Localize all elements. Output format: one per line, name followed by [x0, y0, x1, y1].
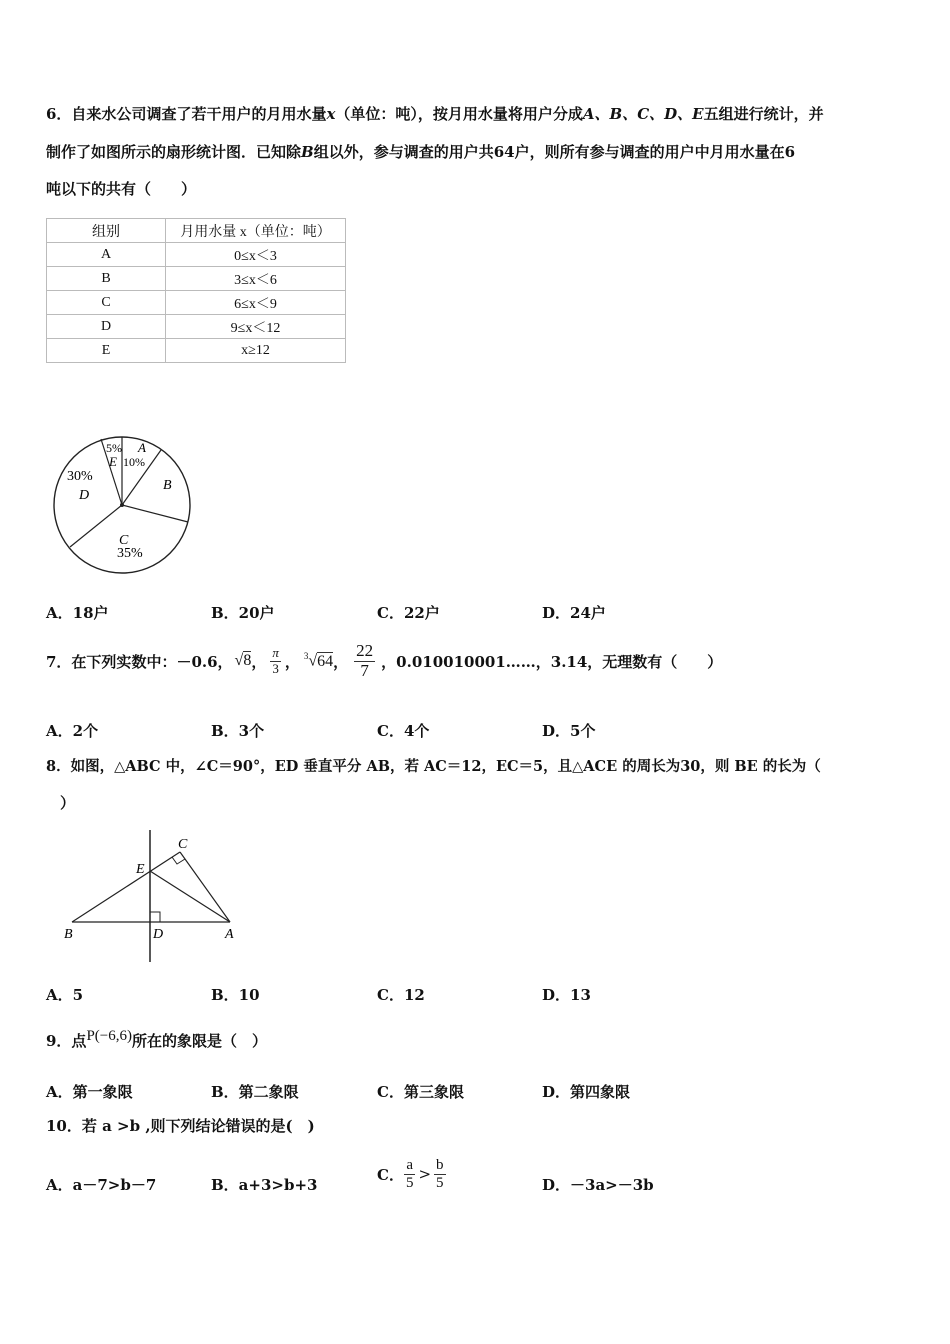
table-cell: x≥12	[166, 339, 346, 363]
q6-option-d[interactable]: D．24户	[542, 604, 606, 622]
q7-option-b[interactable]: B．3个	[211, 722, 265, 740]
frac-den: 7	[360, 660, 369, 680]
q10-option-c[interactable]	[377, 1150, 446, 1198]
q8-option-d[interactable]: D．13	[542, 986, 591, 1004]
pie-divider	[70, 505, 122, 547]
q6-text: 6．自来水公司调查了若干用户的月用水量	[46, 105, 327, 123]
side-bc	[72, 852, 180, 922]
q7-suffix: ，0.010010001……，3.14，无理数有（ ）	[381, 652, 723, 671]
q7-stem	[46, 638, 722, 684]
q10-option-d[interactable]: D．－3a>－3b	[542, 1176, 654, 1194]
pie-label-d-pct: 30%	[67, 469, 93, 484]
q8-line-2: ）	[60, 794, 76, 812]
table-header: 组别	[47, 219, 166, 243]
side-ca	[180, 852, 230, 922]
table-row	[47, 243, 346, 267]
q6-groups: A、B、C、D、E	[582, 105, 704, 123]
q9-option-c[interactable]: C．第三象限	[377, 1083, 464, 1101]
frac-den: 5	[436, 1174, 444, 1191]
table-cell: C	[47, 291, 166, 315]
fraction-pi-over-3	[270, 646, 281, 676]
frac-num: b	[436, 1157, 444, 1173]
q8-option-b[interactable]: B．10	[211, 986, 260, 1004]
table-cell: E	[47, 339, 166, 363]
table-row	[47, 339, 346, 363]
table-row	[47, 315, 346, 339]
q7-option-c[interactable]: C．4个	[377, 722, 430, 740]
pie-label-a: A	[138, 440, 146, 455]
fraction-b-over-5	[434, 1157, 446, 1191]
q10-option-b[interactable]: B．a+3>b+3	[211, 1176, 318, 1194]
table-row	[47, 291, 346, 315]
table-cell: 0≤x＜3	[166, 243, 346, 267]
q6-text: （单位：吨），按月用水量将用户分成	[335, 105, 583, 123]
table-cell: 9≤x＜12	[166, 315, 346, 339]
q7-option-d[interactable]: D．5个	[542, 722, 596, 740]
q8-option-a[interactable]: A．5	[46, 986, 84, 1004]
q7-sep: ，	[333, 652, 349, 671]
q9-option-a[interactable]: A．第一象限	[46, 1083, 133, 1101]
q6-option-b[interactable]: B．20户	[211, 604, 275, 622]
q9-suffix: 所在的象限是（ ）	[131, 1032, 267, 1050]
table-cell: 3≤x＜6	[166, 267, 346, 291]
q6-var-x: x	[326, 105, 336, 123]
q10-stem: 10．若 a >b ,则下列结论错误的是( )	[46, 1117, 315, 1135]
q6-option-c[interactable]: C．22户	[377, 604, 440, 622]
table-cell: D	[47, 315, 166, 339]
label-b: B	[64, 927, 73, 942]
right-angle-d	[150, 912, 160, 922]
table-cell: A	[47, 243, 166, 267]
pie-label-b: B	[163, 478, 172, 493]
cbrt-index: 3	[303, 651, 309, 662]
label-e: E	[136, 862, 145, 877]
q6-option-a[interactable]: A．18户	[46, 604, 109, 622]
q10-option-c-label: C．	[377, 1165, 404, 1184]
frac-den: 5	[405, 1174, 414, 1191]
label-d: D	[153, 927, 164, 942]
q7-prefix: 7．在下列实数中：－0.6，	[46, 652, 233, 671]
table-header: 月用水量 x（单位：吨）	[166, 219, 346, 243]
q6-line-3: 吨以下的共有（ ）	[46, 180, 197, 198]
frac-num: π	[272, 645, 279, 661]
q6-var-b: B	[301, 143, 314, 161]
pie-center	[120, 503, 124, 507]
q10-option-a[interactable]: A．a－7>b－7	[46, 1176, 157, 1194]
segment-ea	[150, 871, 230, 922]
q8-line-1: 8．如图，△ABC 中，∠C＝90°，ED 垂直平分 AB，若 AC＝12，EC＝5，且△ACE 的周长为30，则 BE 的长为（	[46, 758, 821, 775]
sqrt-radicand: 8	[243, 652, 252, 669]
pie-chart	[43, 426, 203, 586]
q7-sep: ，	[284, 652, 300, 671]
pie-label-d: D	[79, 488, 90, 503]
right-angle-c	[172, 857, 185, 864]
table-row	[47, 267, 346, 291]
pie-label-c: C	[119, 533, 129, 548]
fraction-22-over-7	[354, 642, 375, 680]
q6-line-1	[46, 103, 824, 124]
table-cell: B	[47, 267, 166, 291]
cbrt-radicand: 64	[317, 652, 334, 670]
pie-label-e-pct: 5%	[106, 441, 122, 455]
q9-option-d[interactable]: D．第四象限	[542, 1083, 631, 1101]
pie-label-e: E	[109, 454, 117, 469]
q7-sep: ，	[251, 652, 267, 671]
q8-option-c[interactable]: C．12	[377, 986, 425, 1004]
sqrt-8: √8	[234, 652, 252, 669]
q7-option-a[interactable]: A．2个	[46, 722, 99, 740]
q9-stem	[46, 1028, 267, 1051]
triangle-figure	[60, 826, 260, 966]
table-cell: 6≤x＜9	[166, 291, 346, 315]
pie-label-a-pct: 10%	[123, 455, 145, 469]
group-table	[46, 218, 346, 363]
q6-line-2	[46, 141, 795, 162]
cbrt-64: $^3$√64	[303, 651, 334, 670]
q6-text: 五组进行统计，并	[703, 105, 824, 123]
fraction-a-over-5	[404, 1157, 416, 1191]
gt-sign: >	[418, 1165, 432, 1183]
frac-num: a	[404, 1157, 416, 1175]
label-a: A	[225, 927, 234, 942]
q9-point: P(−6,6)	[86, 1028, 132, 1044]
q6-text: 组以外，参与调查的用户共64户，则所有参与调查的用户中月用水量在6	[313, 143, 796, 161]
q9-option-b[interactable]: B．第二象限	[211, 1083, 299, 1101]
label-c: C	[178, 837, 188, 852]
frac-num: 22	[356, 640, 374, 660]
frac-den: 3	[272, 660, 279, 676]
q6-text: 制作了如图所示的扇形统计图．已知除	[46, 143, 302, 161]
pie-label-c-pct: 35%	[117, 546, 143, 561]
pie-divider	[122, 505, 188, 522]
table-header-row	[47, 219, 346, 243]
q9-prefix: 9．点	[46, 1032, 87, 1050]
